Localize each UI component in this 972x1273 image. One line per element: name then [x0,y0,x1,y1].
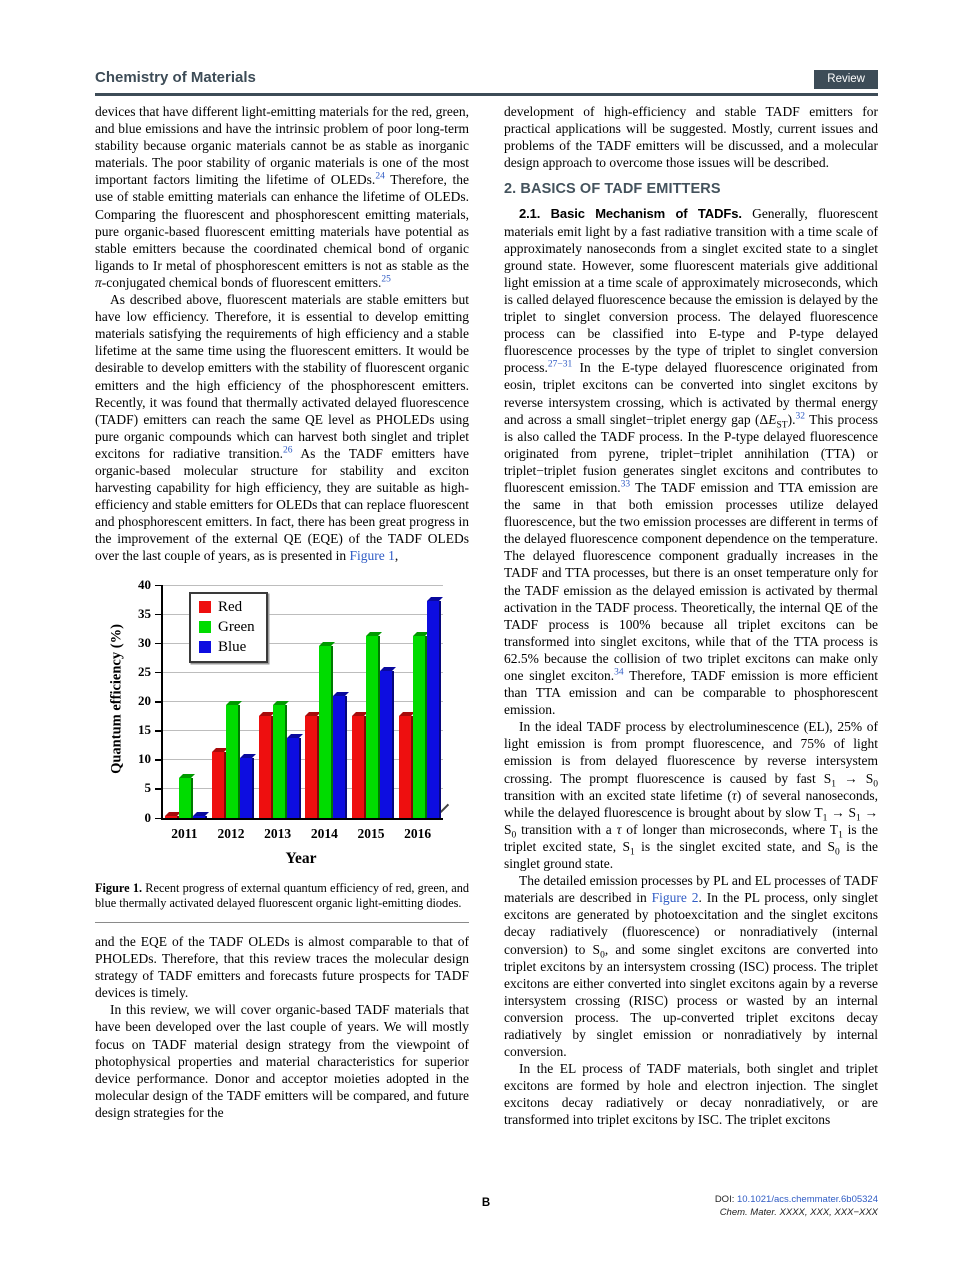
paragraph [504,1060,878,1128]
paragraph [95,291,469,565]
body-text: transition with an excited state lifetime ( [504,787,732,803]
bar-top-face [427,597,443,601]
figure-1-chart [95,571,469,873]
y-tick-label: 25 [138,663,151,679]
subscript-text: ST [776,420,788,431]
body-text: → S [836,770,874,786]
body-text: Therefore, the use of stable emitting materials can enhance the lifetime of OLEDs. Comparing the fluorescent and phosphorescent emitting materials, pure organic-based fluorescent emitting materials have potential as stable emitters because the coordinated chemical bond of organic ligands to Ir metal of phosphorescent emitters is not as stable as the [95,172,469,273]
subsection-title: 2.1. Basic Mechanism of TADFs. [519,206,742,222]
bar-red-2013 [259,716,273,818]
x-tick-label: 2015 [357,825,385,841]
right-column [504,103,878,1129]
x-tick-label: 2013 [264,825,292,841]
bar-top-face [240,754,256,758]
body-text: In the EL process of TADF materials, both singlet and triplet excitons are formed by hole and electron injection. The singlet excitons decay radiatively or decay nonradiatively, or are transformed into triplet excitons by ISC. The triplet excitons [504,1061,878,1128]
bar-red-2015 [352,716,366,818]
body-text: In this review, we will cover organic-based TADF materials that have been developed over the last couple of years. We will mostly focus on TADF material design strategy from the viewpoint of photophysical properties and material characteristics for superior device performance. Donor and acceptor moieties adopted in the molecular design of the TADF emitters will be compared, and future design strategies for the [95,1002,469,1120]
paragraph [504,872,878,1060]
bar-green-2011 [179,778,193,818]
y-tick-label: 15 [138,722,151,738]
legend-item-blue [199,637,255,657]
bar-group-2016 [396,585,443,818]
body-text: ). [787,411,796,427]
x-tick-label: 2016 [404,825,432,841]
bar-top-face [226,701,242,705]
legend-item-green [199,617,255,637]
y-tick-label: 30 [138,634,151,650]
body-text: , [394,548,399,564]
y-tick-label: 0 [144,809,151,825]
body-text: As the TADF emitters have organic-based molecular structure for stability and exciton harvesting capability for high efficiency, they are suitable as high-efficiency and stable emitters for OLEDs that can replace fluorescent and phosphorescent emitters. In fact, there has been great progress in the improvement of the external QE (EQE) of the TADF OLEDs over the last couple of years, as is presented in [95,445,470,564]
doi-line [715,1194,878,1207]
bar-top-face [287,734,303,738]
body-text: is the singlet excited state, and S [634,838,835,854]
doi-link[interactable]: 10.1021/acs.chemmater.6b05324 [736,1194,878,1205]
paragraph [504,205,878,718]
body-text: transition with a [516,821,617,837]
bar-green-2015 [366,636,380,818]
reference-link[interactable]: 33 [620,479,631,490]
body-text: This process is also called the TADF process. In the P-type delayed fluorescence originated from pyrene, triplet−triplet annihilation (TTA) or triplet−triplet fusion generates singlet excitons and contributes to fluorescent emission. [504,411,878,495]
bar-blue-2011 [193,816,207,818]
x-tick-label: 2014 [310,825,338,841]
subscript-text: 1 [831,779,837,790]
body-text: is the singlet ground state. [504,838,878,872]
paragraph [95,103,469,291]
left-column [95,103,469,1121]
subscript-text: 0 [873,779,878,790]
legend-swatch-icon [199,601,211,613]
body-text: and the EQE of the TADF OLEDs is almost comparable to that of PHOLEDs. Therefore, that this review traces the molecular design strategy of TADF emitters and forecasts future prospects for TADF devices is timely. [95,933,469,1001]
reference-link[interactable]: 26 [283,445,293,456]
figure-1 [95,571,469,923]
bar-red-2014 [305,716,319,818]
body-text: The TADF emission and TTA emission are the same in that both emission processes utilize delayed fluorescence, but the two emission processes are different in terms of the delayed fluorescence component dependence on the temperature. The delayed fluorescence component gradually increases in the TADF and TTA processes, but there is an onset temperature only for the TADF emission as the delayed emission is activated by thermal activation in the TADF process. Theoretically, the internal QE of the TADF process is 100% because all triplet excitons can be transformed into singlet excitons, while that of the TTA process is 62.5% because the collision of two triplet excitons can make only one singlet exciton. [504,479,878,683]
body-text: , and some singlet excitons are converted into triplet excitons by an intersystem crossing (ISC) process. The triplet excitons are either converted into singlet excitons again by a reverse intersystem crossing (RISC) process or wasted by an internal conversion process. The up-converted triplet excitons decay radiatively by singlet emission or nonradiatively by internal conversion. [504,941,878,1060]
body-text: → S [827,804,856,820]
subscript-text: 1 [855,813,861,824]
bar-green-2016 [413,636,427,818]
italic-text: E [768,411,777,427]
legend-swatch-icon [199,621,211,633]
paragraph [95,1001,469,1121]
journal-title: Chemistry of Materials [95,69,256,86]
section-divider [95,922,469,923]
bar-green-2013 [273,705,287,817]
bar-blue-2015 [380,671,394,817]
body-text: As described above, fluorescent materials are stable emitters but have low efficiency. Therefore, it is essential to develop emitting materials satisfying the requirements of high efficiency and a stable lifetime at the same time using the fluorescent emitters. It would be desirable to develop emitters with the stability of fluorescent organic emitters and the high efficiency of the phosphorescent emitters. Recently, it was found that thermally activated delayed fluorescence (TADF) emitters can reach the same QE level as PHOLEDs using pure organic compounds which can harvest both singlet and triplet excitons for radiative transition. [95,292,469,461]
figure-link[interactable]: Figure 1 [349,548,395,564]
body-text: devices that have different light-emitting materials for the red, green, and blue emissions and have the intrinsic problem of poor long-term stability because organic materials cannot be as stable as inorganic materials. The poor stability of organic materials is one of the most important factors limiting the lifetime of OLEDs. [95,104,469,188]
body-text: . In the PL process, only singlet excitons are generated by photoexcitation and the singlet excitons decay radiatively (fluorescence) or nonradiatively (internal conversion) to S [504,890,878,957]
section-heading: 2. BASICS OF TADF EMITTERS [504,181,721,198]
page-number: B [481,1197,491,1209]
body-text: In the ideal TADF process by electroluminescence (EL), 25% of light emission is from prompt fluorescence, and 75% of light emission is from delayed fluorescence by reverse intersystem crossing. The prompt fluorescence is caused by fast S [504,719,878,786]
header-rule [95,93,878,96]
subscript-text: 1 [838,830,843,841]
reference-link[interactable]: 34 [614,667,624,678]
figure-caption-text: Recent progress of external quantum efficiency of red, green, and blue thermally activated delayed fluorescent organic light-emitting diodes. [95,880,470,911]
figure-1-caption [95,881,469,912]
y-tick-label: 35 [138,605,151,621]
bar-blue-2016 [427,601,441,818]
y-tick-label: 40 [138,576,151,592]
reference-link[interactable]: 27−31 [547,359,573,370]
legend-label: Red [218,598,243,615]
body-text: ) of several nanoseconds, while the delayed fluorescence is brought about by slow T [504,787,878,820]
bar-green-2014 [319,646,333,818]
subscript-text: 0 [511,830,517,841]
footer-citation [715,1194,878,1219]
x-tick-label: 2011 [171,825,198,841]
left-paragraphs-bottom [95,933,469,1121]
bar-top-face [179,774,195,778]
paragraph [504,103,878,171]
bar-green-2012 [226,705,240,817]
bar-red-2012 [212,752,226,818]
body-text: is the triplet excited state, S [504,821,878,854]
italic-text: τ [616,821,622,837]
bar-group-2015 [350,585,397,818]
bar-red-2011 [165,816,179,818]
right-paragraphs-body [504,205,878,1128]
bar-red-2016 [399,716,413,818]
body-text: In the E-type delayed fluorescence originated from eosin, triplet excitons can be converted into singlet excitons by reverse intersystem crossing, which is activated by thermal energy and across a small singlet−triplet energy gap (Δ [504,360,878,427]
paragraph [95,933,469,1001]
figure-caption-label: Figure 1. [95,880,143,895]
bar-top-face [380,667,396,671]
italic-text: π [95,274,102,290]
bar-group-2014 [303,585,350,818]
bar-top-face [333,692,349,696]
subscript-text: 1 [822,813,828,824]
subscript-text: 1 [629,847,635,858]
bar-top-face [319,642,335,646]
reference-link[interactable]: 24 [375,171,385,182]
body-text: -conjugated chemical bonds of fluorescent emitters. [101,274,382,290]
chart-legend [189,592,268,663]
body-text: The detailed emission processes by PL and EL processes of TADF materials are described in [504,873,878,906]
right-paragraphs-top [504,103,878,171]
bar-top-face [273,701,289,705]
figure-link[interactable]: Figure 2 [651,890,699,906]
legend-item-red [199,597,255,617]
review-badge: Review [814,70,878,89]
legend-label: Green [218,618,255,635]
bar-blue-2014 [333,696,347,817]
y-axis-title: Quantum efficiency (%) [108,623,125,774]
legend-swatch-icon [199,641,211,653]
subscript-text: 0 [600,950,605,961]
italic-text: τ [731,787,737,803]
x-tick-label: 2012 [217,825,245,841]
bar-top-face [193,812,209,816]
legend-label: Blue [218,638,247,655]
paragraph [504,718,878,872]
x-axis-title: Year [285,849,317,867]
left-paragraphs-top [95,103,469,565]
subscript-text: 0 [834,847,840,858]
reference-link[interactable]: 25 [381,274,391,285]
bar-blue-2013 [287,738,301,818]
bar-top-face [366,632,382,636]
y-tick-label: 10 [138,751,151,767]
bar-blue-2012 [240,758,254,817]
body-text: of longer than microseconds, where T [621,821,839,837]
body-text: → S [504,804,878,837]
citation-line: Chem. Mater. XXXX, XXX, XXX−XXX [719,1206,878,1218]
body-text: development of high-efficiency and stable TADF emitters for practical applications will be suggested. Mostly, current issues and problems of the TADF emitters will be discussed, and a molecular design approach to overcome those issues will be described. [504,104,878,171]
y-tick-label: 5 [144,780,151,796]
body-text: Generally, fluorescent materials emit light by a fast radiative transition with a time scale of approximately nanoseconds from a singlet excited state to a singlet ground state. However, some fluorescent materials give additional light emission at a time scale of approximately microseconds, which is called delayed fluorescence because the emission is delayed by the triplet to singlet conversion process. The delayed fluorescence process can be classified into E-type and P-type delayed fluorescence processes by the type of triplet to singlet conversion process. [504,206,878,376]
body-text: Therefore, TADF emission is more efficient than TTA emission and can be comparable to phosphorescent emission. [504,668,878,718]
y-tick-label: 20 [138,693,151,709]
reference-link[interactable]: 32 [795,411,805,422]
doi-label: DOI: [714,1194,737,1205]
